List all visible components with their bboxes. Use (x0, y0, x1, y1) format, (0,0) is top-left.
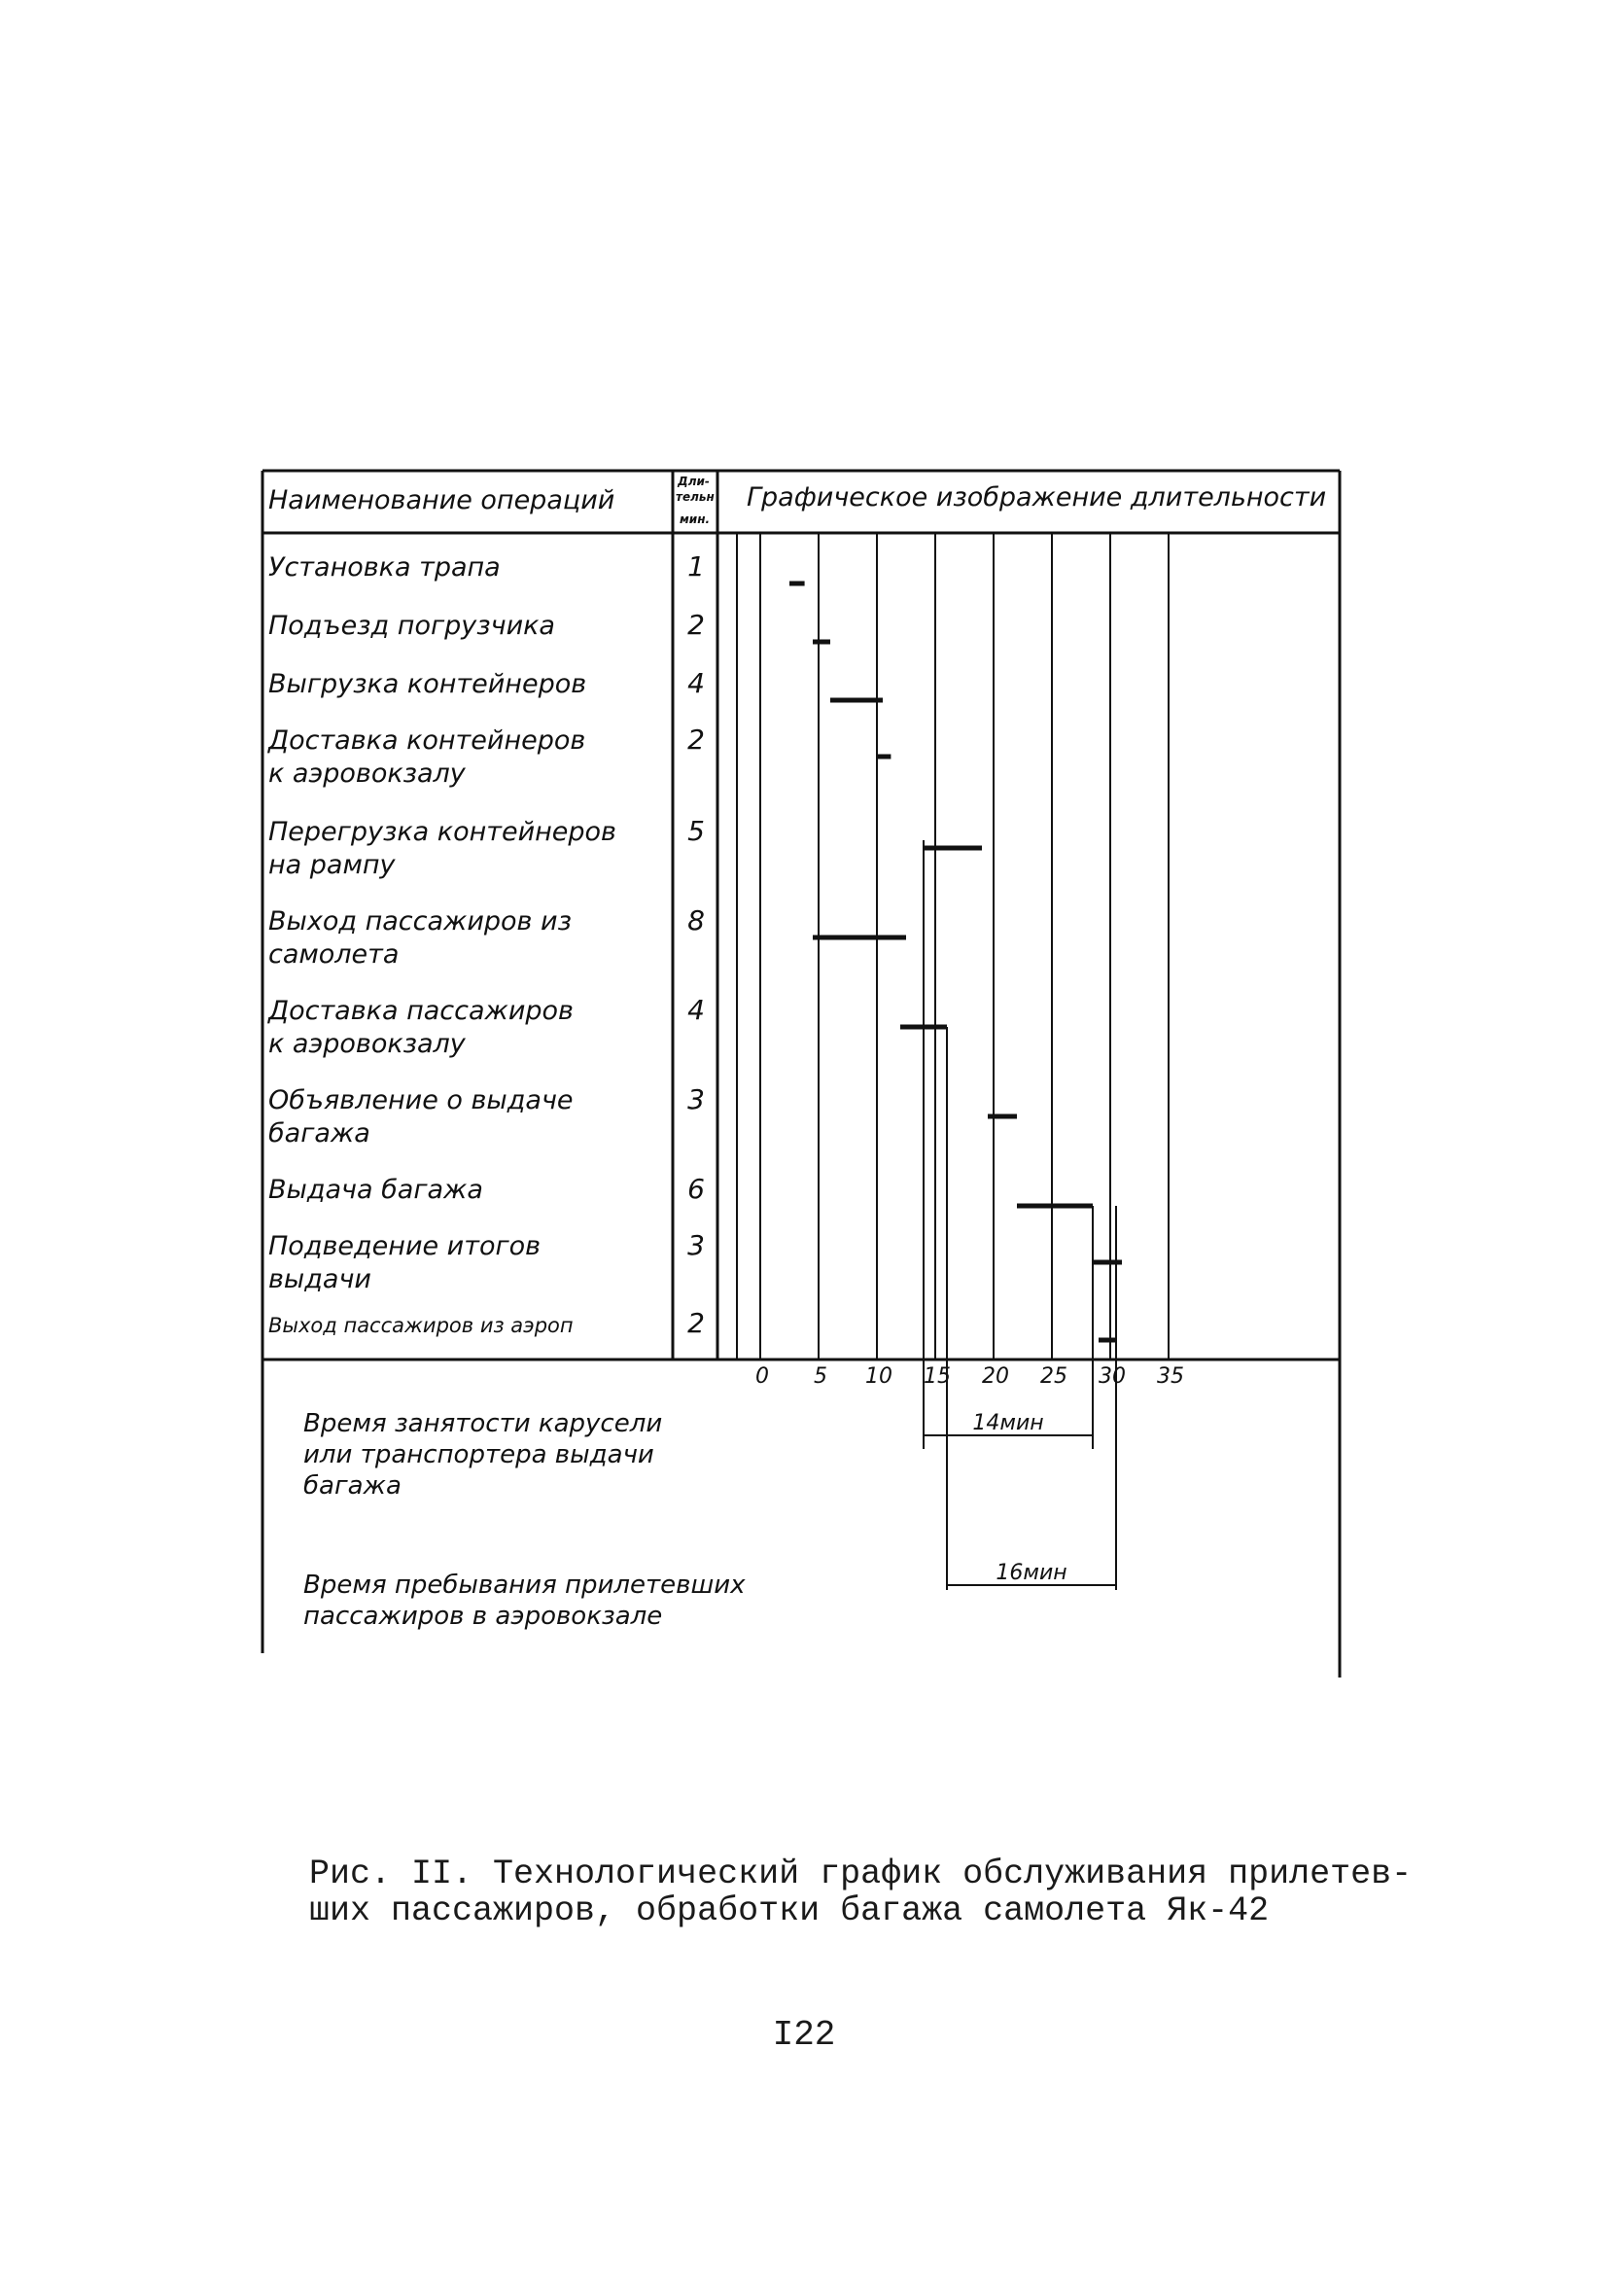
row-label-9: Выдача багажа (268, 1175, 483, 1205)
row-duration-11: 2 (687, 1307, 705, 1339)
tick-label-20: 20 (982, 1364, 1009, 1389)
row-label-8-line2: багажа (268, 1118, 370, 1148)
interval-1-label-line2: или транспортера выдачи (303, 1440, 654, 1469)
caption-line-2: ших пассажиров, обработки багажа самолета Як-42 (309, 1891, 1270, 1930)
header-duration-line1: Дли- (678, 475, 710, 488)
header-chart: Графическое изображение длительности (747, 482, 1327, 512)
caption-line-1: Рис. II. Технологический график обслуживания прилетев- (309, 1854, 1413, 1893)
tick-label-5: 5 (814, 1364, 827, 1389)
row-duration-6: 8 (687, 904, 705, 936)
row-label-8: Объявление о выдаче (268, 1085, 574, 1115)
row-label-3: Выгрузка контейнеров (268, 669, 587, 699)
row-label-10: Подведение итогов (268, 1231, 542, 1261)
interval-2-value: 16мин (996, 1561, 1067, 1585)
row-duration-5: 5 (687, 815, 705, 847)
row-duration-8: 3 (687, 1083, 705, 1115)
header-duration-line2: тельн (676, 490, 715, 504)
row-label-5: Перегрузка контейнеров (268, 817, 616, 847)
row-label-10-line2: выдачи (268, 1264, 371, 1294)
interval-1-value: 14мин (972, 1411, 1044, 1435)
row-duration-1: 1 (687, 550, 705, 583)
tick-label-30: 30 (1099, 1364, 1126, 1389)
interval-1-label-line3: багажа (303, 1471, 402, 1501)
figure-caption (309, 1854, 1413, 1930)
interval-2-label: Время пребывания прилетевших (303, 1571, 746, 1600)
row-label-6-line2: самолета (268, 939, 400, 970)
row-label-1: Установка трапа (268, 552, 501, 583)
row-label-4: Доставка контейнеров (268, 725, 586, 756)
row-duration-10: 3 (687, 1229, 705, 1261)
row-label-4-line2: к аэровокзалу (268, 759, 466, 789)
row-label-7-line2: к аэровокзалу (268, 1029, 466, 1059)
tick-label-15: 15 (924, 1364, 951, 1389)
tick-label-0: 0 (755, 1364, 769, 1389)
interval-2-label-line2: пассажиров в аэровокзале (303, 1602, 663, 1631)
row-label-7: Доставка пассажиров (268, 996, 574, 1026)
row-label-2: Подъезд погрузчика (268, 611, 555, 641)
row-label-6: Выход пассажиров из (268, 906, 572, 936)
interval-1-label: Время занятости карусели (303, 1409, 663, 1438)
row-duration-2: 2 (687, 609, 705, 641)
row-label-5-line2: на рампу (268, 850, 396, 880)
tick-label-10: 10 (865, 1364, 892, 1389)
header-operation: Наименование операций (268, 485, 615, 515)
row-duration-3: 4 (687, 667, 705, 699)
header-duration-line3: мин. (680, 512, 711, 526)
row-label-11: Выход пассажиров из аэроп (268, 1314, 574, 1337)
row-duration-7: 4 (687, 994, 705, 1026)
row-duration-4: 2 (687, 724, 705, 756)
row-duration-9: 6 (687, 1173, 705, 1205)
tick-label-25: 25 (1040, 1364, 1067, 1389)
page-number: I22 (772, 2015, 836, 2055)
tick-label-35: 35 (1157, 1364, 1184, 1389)
